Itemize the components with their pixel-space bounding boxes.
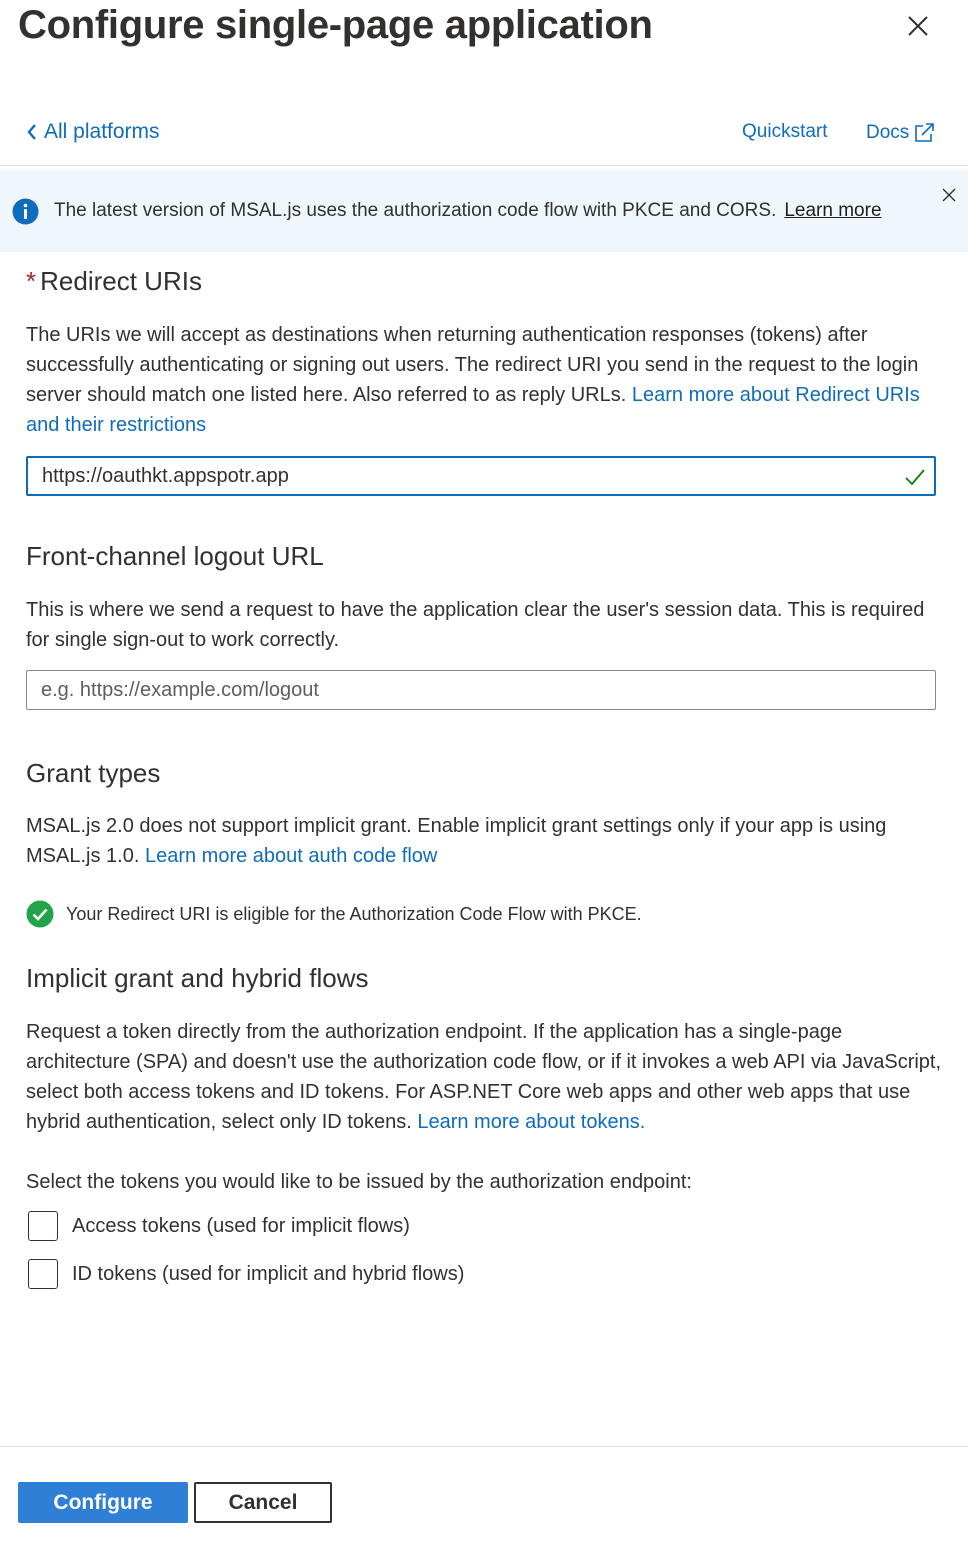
panel-title: Configure single-page application bbox=[18, 3, 653, 47]
logout-url-input[interactable] bbox=[41, 671, 881, 709]
redirect-learn-more-link[interactable]: Learn more about Redirect URIs and their restrictions bbox=[26, 384, 920, 436]
auth-code-flow-link[interactable]: Learn more about auth code flow bbox=[144, 845, 438, 867]
banner-text: The latest version of MSAL.js uses the authorization code flow with PKCE and CORS. bbox=[54, 200, 777, 221]
cancel-button[interactable]: Cancel bbox=[194, 1482, 332, 1523]
docs-label: Docs bbox=[866, 122, 910, 143]
redirect-description-text: The URIs we will accept as destinations when returning authentication responses (tokens) after successfully authenticating or signing out users. The redirect URI you send in the request to the login server should match one listed here. Also referred to as reply URLs. bbox=[26, 324, 919, 406]
all-platforms-label: All platforms bbox=[44, 120, 160, 143]
pkce-eligibility-text: Your Redirect URI is eligible for the Authorization Code Flow with PKCE. bbox=[66, 903, 642, 924]
redirect-uris-heading bbox=[26, 266, 202, 297]
info-icon bbox=[12, 198, 39, 225]
redirect-uris-description bbox=[26, 320, 942, 440]
access-tokens-option[interactable] bbox=[28, 1211, 410, 1241]
chevron-left-icon bbox=[26, 123, 38, 141]
banner-dismiss-button[interactable] bbox=[938, 184, 960, 206]
info-banner bbox=[0, 170, 968, 252]
docs-link[interactable] bbox=[866, 121, 936, 145]
banner-learn-more-link[interactable]: Learn more bbox=[784, 200, 882, 221]
nav-bar bbox=[0, 112, 968, 166]
logout-url-heading: Front-channel logout URL bbox=[26, 541, 324, 571]
success-circle-icon bbox=[26, 900, 54, 928]
configure-button[interactable]: Configure bbox=[18, 1482, 188, 1523]
token-select-prompt: Select the tokens you would like to be issued by the authorization endpoint: bbox=[26, 1171, 692, 1193]
pkce-eligibility-status bbox=[26, 900, 642, 928]
access-tokens-label: Access tokens (used for implicit flows) bbox=[72, 1214, 410, 1237]
tokens-learn-more-link[interactable]: Learn more about tokens. bbox=[417, 1111, 646, 1133]
implicit-description-text: Request a token directly from the authorization endpoint. If the application has a single-page architecture (SPA) and doesn't use the authorization code flow, or if it invokes a web API via JavaScript, select both access tokens and ID tokens. For ASP.NET Core web apps and other web apps that use hybrid authentication, select only ID tokens. bbox=[26, 1021, 942, 1133]
checkmark-icon bbox=[904, 466, 926, 488]
grant-types-heading: Grant types bbox=[26, 758, 161, 788]
implicit-grant-heading: Implicit grant and hybrid flows bbox=[26, 963, 369, 993]
close-button[interactable] bbox=[898, 8, 938, 44]
footer-divider bbox=[0, 1446, 968, 1447]
quickstart-link[interactable]: Quickstart bbox=[742, 121, 828, 142]
id-tokens-label: ID tokens (used for implicit and hybrid flows) bbox=[72, 1262, 465, 1285]
logout-url-field[interactable] bbox=[26, 670, 936, 710]
implicit-grant-description bbox=[26, 1017, 942, 1137]
all-platforms-link[interactable] bbox=[26, 120, 160, 144]
redirect-uri-field[interactable] bbox=[26, 456, 936, 496]
grant-types-description bbox=[26, 811, 942, 871]
external-link-icon bbox=[912, 121, 936, 145]
close-icon bbox=[906, 14, 930, 38]
id-tokens-checkbox[interactable] bbox=[28, 1259, 58, 1289]
redirect-uri-input[interactable] bbox=[42, 458, 882, 494]
id-tokens-option[interactable] bbox=[28, 1259, 464, 1289]
required-mark: * bbox=[26, 266, 37, 296]
close-icon bbox=[942, 188, 956, 202]
logout-url-description: This is where we send a request to have the application clear the user's session data. This is required for single sign-out to work correctly. bbox=[26, 599, 925, 651]
redirect-uris-title: Redirect URIs bbox=[40, 266, 202, 296]
access-tokens-checkbox[interactable] bbox=[28, 1211, 58, 1241]
banner-message bbox=[54, 200, 882, 222]
grant-description-text: MSAL.js 2.0 does not support implicit grant. Enable implicit grant settings only if your app is using MSAL.js 1.0. bbox=[26, 815, 887, 867]
